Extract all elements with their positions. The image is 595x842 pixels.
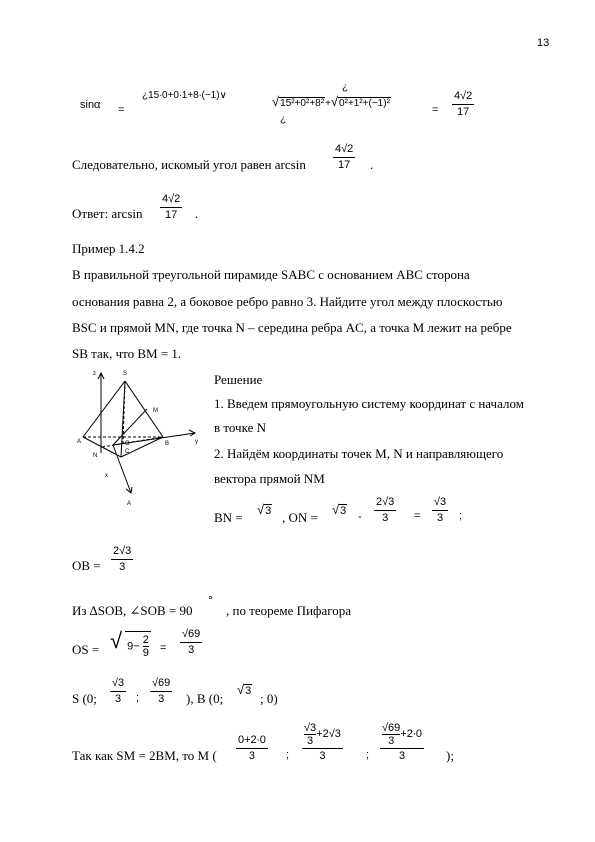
equals-sign-2: =	[432, 104, 439, 116]
conclusion-fraction	[333, 143, 355, 172]
m-f3-rest: +2∙0	[400, 728, 422, 740]
problem-line-1: В правильной треугольной пирамиде SABC с основанием ABC сторона	[72, 267, 470, 282]
label-s: S	[123, 371, 128, 377]
m-fraction-2	[302, 722, 343, 763]
b-sqrt3: √3	[237, 682, 252, 697]
segment-nm	[113, 409, 147, 445]
answer-denominator: 17	[165, 209, 178, 221]
m-semicolon-1: ;	[286, 749, 290, 761]
example-title: Пример 1.4.2	[72, 241, 145, 256]
s-f1-numerator: √3	[112, 677, 125, 689]
degree-sign: °	[208, 593, 213, 607]
label-a-bottom: A	[127, 501, 132, 507]
os-result-denominator: 3	[188, 644, 195, 656]
pyramid-figure	[75, 365, 205, 510]
b-coord-end: ; 0)	[260, 691, 278, 706]
s-f1-denominator: 3	[115, 693, 122, 705]
m-fraction-3	[380, 722, 424, 763]
label-b: B	[165, 441, 170, 447]
sob-text: Из ∆SOB, ∠SOB = 90	[72, 603, 193, 618]
m-coord-text: Так как SM = 2BM, то M (	[72, 748, 217, 763]
answer-fraction	[160, 193, 182, 222]
problem-line-3: BSC и прямой MN, где точка N – середина ребра AC, а точка M лежит на ребре	[72, 320, 512, 335]
m-f1-denominator: 3	[248, 750, 255, 762]
conclusion-text: Следовательно, искомый угол равен arcsin	[72, 157, 306, 172]
os-result-fraction	[180, 628, 202, 657]
bn-semicolon: ;	[459, 510, 463, 522]
solution-title: Решение	[214, 372, 263, 387]
step-2-line-b: вектора прямой NM	[214, 471, 325, 486]
label-m: M	[153, 408, 158, 414]
m-f2-inner-denominator: 3	[307, 735, 314, 747]
radical-a: 15²+0²+8²	[280, 98, 325, 109]
step-1-line-a: 1. Введем прямоугольную систему координат с началом	[214, 396, 524, 411]
m-f1-numerator: 0+2∙0	[238, 734, 266, 746]
os-radical-prefix: 9−	[127, 640, 140, 653]
m-f2-inner-numerator: √3	[304, 722, 317, 734]
on-label: , ON =	[282, 510, 318, 525]
m-f2-denominator: 3	[319, 750, 326, 762]
bn-f1-denominator: 3	[382, 512, 389, 524]
denominator-radicals: √15²+0²+8²+√0²+1²+(−1)²	[272, 94, 390, 109]
s-coord-start: S (0;	[72, 691, 97, 706]
m-f3-inner-numerator: √69	[382, 722, 401, 734]
bn-fraction-2	[432, 496, 448, 525]
b-sqrt3-radicand: 3	[245, 685, 252, 697]
os-radical: √ 9− $\frac{2}{9}$	[110, 628, 149, 659]
ob-fraction	[111, 545, 133, 574]
marker-bottom: ¿	[280, 114, 287, 125]
label-a: A	[77, 439, 82, 445]
label-o: O	[125, 441, 130, 447]
bn-f2-numerator: √3	[434, 496, 447, 508]
s-semicolon: ;	[136, 692, 140, 704]
equals-sign: =	[118, 104, 125, 116]
marker-top: ¿	[342, 82, 349, 93]
label-n: N	[93, 453, 98, 459]
bn-label: BN =	[214, 510, 243, 525]
radical-b: 0²+1²+(−1)²	[339, 98, 390, 109]
step-2-line-a: 2. Найдём координаты точек M, N и направляющего	[214, 446, 504, 461]
bn-fraction-1	[374, 496, 396, 525]
m-coord-end: );	[446, 748, 454, 763]
conclusion-period: .	[370, 157, 374, 172]
problem-line-4: SB так, что BM = 1.	[72, 346, 182, 361]
s-fraction-1	[110, 677, 126, 706]
m-f2-rest: +2√3	[316, 728, 341, 740]
bn-f1-numerator: 2√3	[376, 496, 395, 508]
answer-text: Ответ: arcsin	[72, 206, 143, 221]
page-number: 13	[537, 37, 550, 49]
s-fraction-2	[150, 677, 172, 706]
sin-alpha-label: sinα	[80, 99, 101, 111]
ob-label: OB =	[72, 558, 101, 573]
median-bn	[102, 437, 163, 447]
ob-numerator: 2√3	[113, 545, 132, 557]
s-f2-denominator: 3	[158, 693, 165, 705]
bn-sqrt3: √3	[257, 502, 272, 517]
b-coord-start: ), B (0;	[186, 691, 224, 706]
os-equals: =	[160, 642, 167, 654]
bn-f2-denominator: 3	[437, 512, 444, 524]
answer-period: .	[195, 206, 199, 221]
answer-numerator: 4√2	[162, 193, 181, 205]
os-inner-numerator: 2	[142, 634, 149, 646]
numerator-expression: ¿15∙0+0∙1+8∙(−1)∨	[142, 90, 227, 101]
conclusion-denominator: 17	[338, 159, 351, 171]
os-inner-denominator: 9	[142, 647, 149, 659]
on-sqrt3-radicand: 3	[340, 505, 347, 517]
os-label: OS =	[72, 642, 100, 657]
ob-denominator: 3	[119, 561, 126, 573]
on-sqrt3: √3	[332, 502, 347, 517]
result-fraction	[452, 90, 474, 119]
m-f3-denominator: 3	[398, 750, 406, 762]
sob-text-2: , по теореме Пифагора	[226, 603, 351, 618]
m-fraction-1	[236, 734, 268, 763]
label-y: y	[195, 439, 198, 445]
bn-equals: =	[414, 510, 421, 522]
m-semicolon-2: ;	[366, 749, 370, 761]
os-result-numerator: √69	[182, 628, 201, 640]
problem-line-2: основания равна 2, а боковое ребро равно 3. Найдите угол между плоскостью	[72, 294, 503, 309]
bn-sqrt3-radicand: 3	[265, 505, 272, 517]
label-x: x	[105, 473, 108, 479]
s-f2-numerator: √69	[152, 677, 171, 689]
m-f3-inner-denominator: 3	[388, 735, 395, 747]
minus-sign: -	[358, 511, 362, 523]
step-1-line-b: в точке N	[214, 420, 266, 435]
label-c: C	[125, 449, 130, 455]
result-denominator: 17	[457, 106, 470, 118]
result-numerator: 4√2	[454, 90, 473, 102]
conclusion-numerator: 4√2	[335, 143, 354, 155]
label-z: z	[93, 371, 96, 377]
edge-sa	[83, 381, 125, 437]
